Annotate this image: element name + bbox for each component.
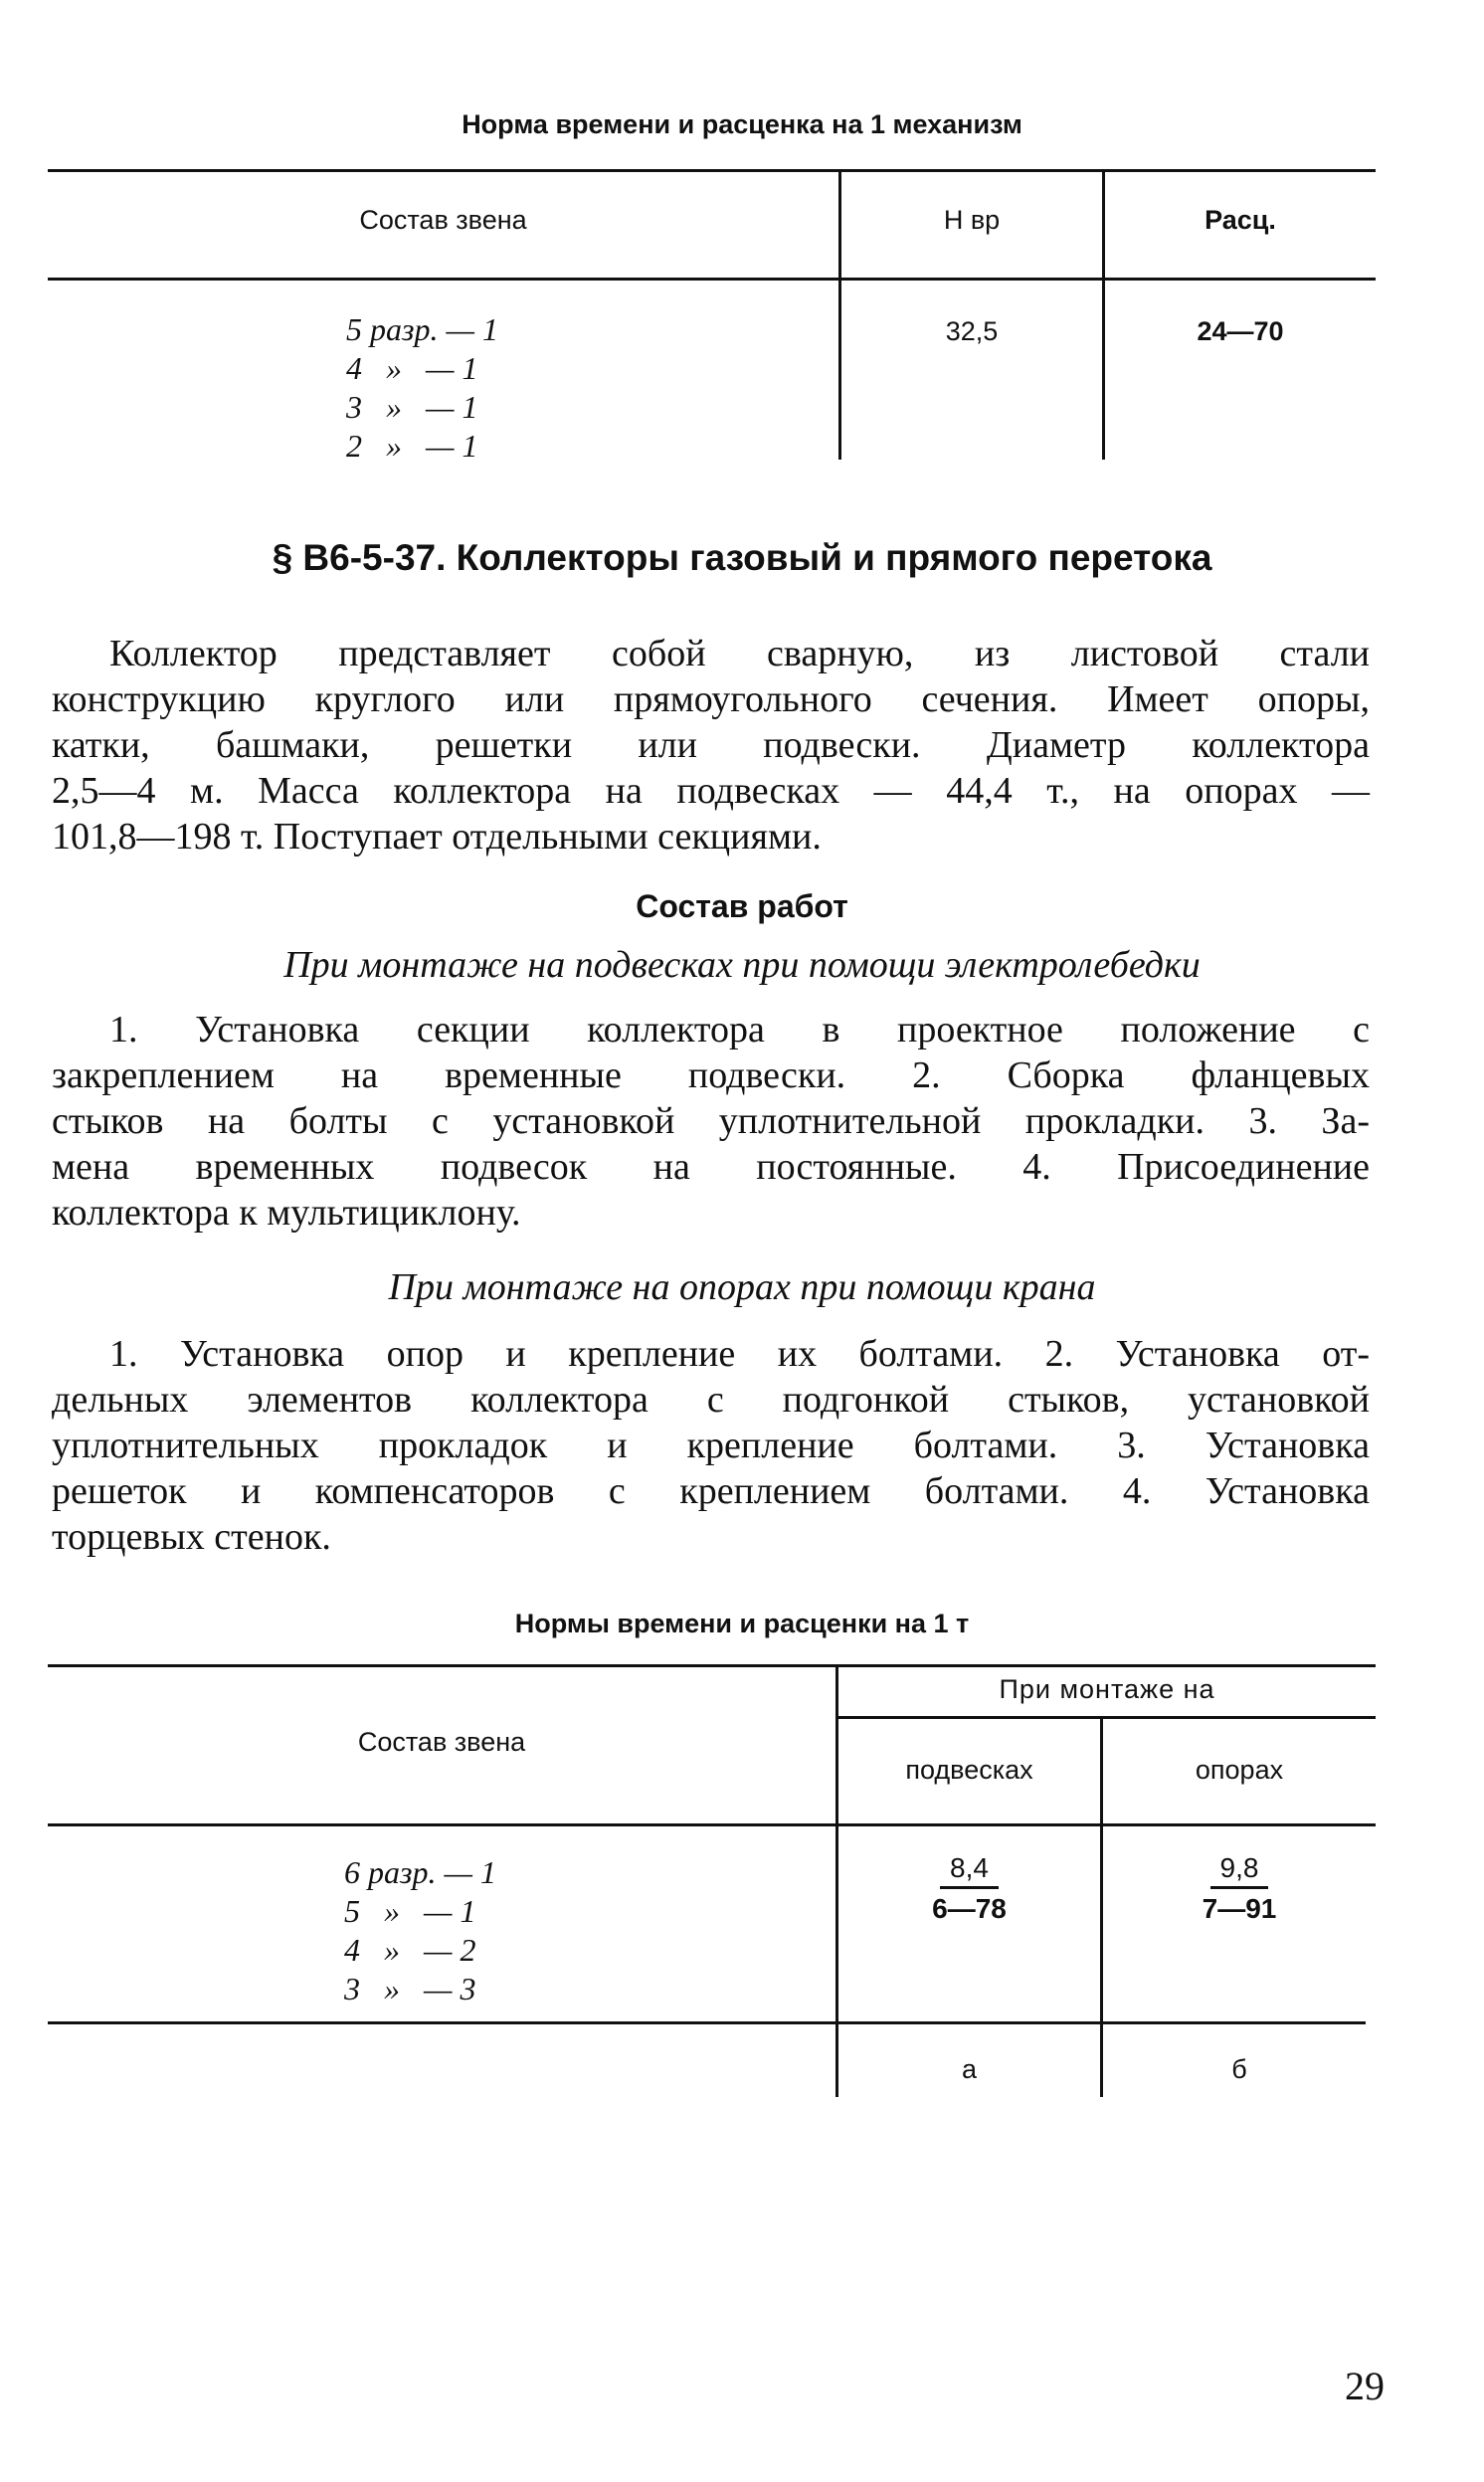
variant-b-line: торцевых стенок. [52,1516,331,1558]
crew-row: 5 » — 1 [344,1893,476,1929]
intro-line: 101,8—198 т. Поступает отдельными секциями. [52,816,822,858]
table1-header-rate: Расц. [1205,205,1276,235]
variant-a-text [52,1007,1370,1236]
table2-header-crew: Состав звена [357,1727,526,1757]
table1-header-time: Н вр [943,205,1001,235]
rate: 6—78 [932,1893,1007,1924]
page-number: 29 [1345,2364,1385,2408]
table1-crew-list [346,310,498,466]
table2-index-b: б [1231,2054,1247,2084]
intro-line: конструкцию круглого или прямоугольного сечения. Имеет опоры, [52,678,1370,720]
table2-caption: Нормы времени и расценки на 1 т [514,1609,970,1638]
variant-b-line: решеток и компенсаторов с креплением болтами. 4. Установка [52,1470,1370,1512]
table2-body-rule [48,2021,1366,2024]
variant-b-text [52,1331,1370,1560]
intro-line: 2,5—4 м. Масса коллектора на подвесках — 44,4 т., на опорах — [52,770,1370,812]
table2-header-rule [48,1823,1376,1826]
variant-b-line: дельных элементов коллектора с подгонкой стыков, установкой [52,1379,1370,1421]
rate: 7—91 [1202,1893,1277,1924]
work-heading: Состав работ [636,888,848,924]
variant-a-line: коллектора к мультициклону. [52,1192,521,1234]
variant-a-line: стыков на болты с установкой уплотнительной прокладки. 3. За- [52,1100,1370,1142]
table2-header-group: При монтаже на [999,1674,1215,1704]
crew-row: 4 » — 2 [344,1932,476,1968]
table2-crew-list [344,1853,496,2008]
table2-group-rule [838,1716,1376,1719]
table2-header-col-b: опорах [1195,1755,1284,1785]
table2-col-a-value [838,1852,1100,1925]
crew-row: 2 » — 1 [346,428,478,464]
section-title: § В6-5-37. Коллекторы газовый и прямого перетока [272,537,1212,578]
table1-top-rule [48,169,1376,172]
table1-rate-value: 24—70 [1197,316,1284,346]
norm-time: 9,8 [1210,1852,1269,1889]
intro-line: Коллектор представляет собой сварную, из листовой стали [109,633,1370,674]
intro-line: катки, башмаки, решетки или подвески. Диаметр коллектора [52,724,1370,766]
crew-row: 3 » — 1 [346,389,478,425]
table1-caption: Норма времени и расценка на 1 механизм [462,109,1022,139]
variant-b-line: уплотнительных прокладок и крепление болтами. 3. Установка [52,1425,1370,1466]
variant-a-line: закреплением на временные подвески. 2. Сборка фланцевых [52,1054,1370,1096]
variant-b-title: При монтаже на опорах при помощи крана [388,1266,1096,1308]
table2-index-a: а [961,2054,978,2084]
table1-time-value: 32,5 [945,316,999,346]
table1-header-rule [48,278,1376,281]
crew-row: 5 разр. — 1 [346,311,498,347]
variant-b-line: 1. Установка опор и крепление их болтами. 2. Установка от- [109,1333,1370,1375]
table2-header-col-a: подвесках [905,1755,1033,1785]
variant-a-title: При монтаже на подвесках при помощи электролебедки [283,944,1201,986]
section-intro [52,631,1370,859]
norm-time: 8,4 [940,1852,999,1889]
table2-col-b-value [1103,1852,1376,1925]
table2-top-rule [48,1664,1376,1667]
crew-row: 6 разр. — 1 [344,1854,496,1890]
table1-header-crew: Состав звена [359,205,527,235]
crew-row: 4 » — 1 [346,350,478,386]
crew-row: 3 » — 3 [344,1971,476,2006]
variant-a-line: 1. Установка секции коллектора в проектное положение с [109,1009,1370,1050]
variant-a-line: мена временных подвесок на постоянные. 4. Присоединение [52,1146,1370,1188]
